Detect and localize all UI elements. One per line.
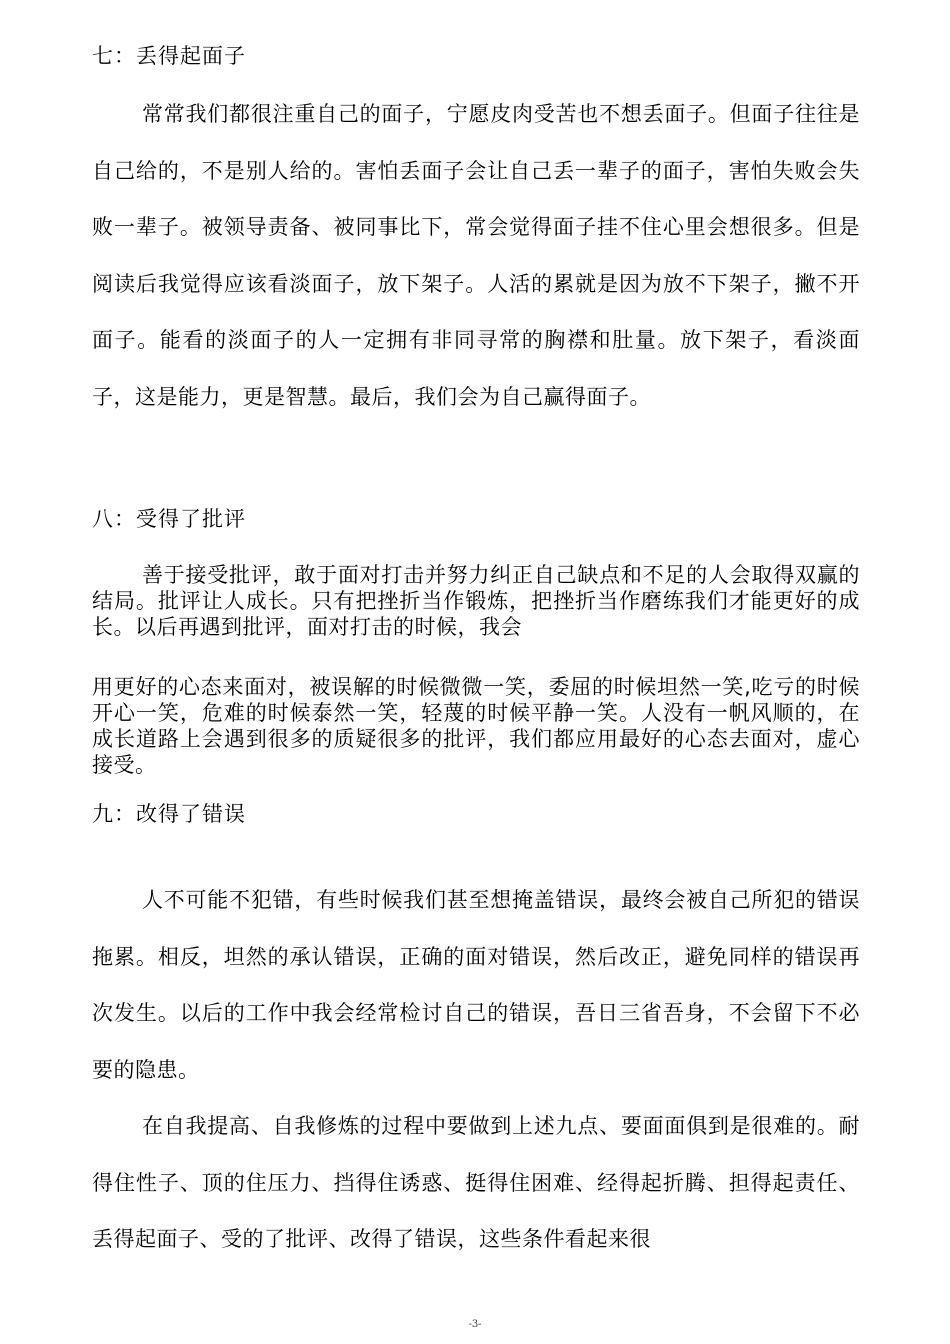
closing-paragraph: 在自我提高、自我修炼的过程中要做到上述九点、要面面俱到是很难的。耐得住性子、顶的住压力、挡得住诱惑、挺得住困难、经得起折腾、担得起责任、丢得起面子、受的了批评、改得了错误，这些条件看起来很 bbox=[92, 1114, 860, 1251]
section-nine-heading: 九：改得了错误 bbox=[92, 802, 246, 826]
section-seven-paragraph: 常常我们都很注重自己的面子，宁愿皮肉受苦也不想丢面子。但面子往往是自己给的，不是别人给的。害怕丢面子会让自己丢一辈子的面子，害怕失败会失败一辈子。被领导责备、被同事比下，常会觉得面子挂不住心里会想很多。但是阅读后我觉得应该看淡面子，放下架子。人活的累就是因为放不下架子，撇不开面子。能看的淡面子的人一定拥有非同寻常的胸襟和肚量。放下架子，看淡面子，这是能力，更是智慧。最后，我们会为自己赢得面子。 bbox=[92, 102, 860, 409]
section-eight-heading: 八：受得了批评 bbox=[92, 507, 246, 531]
section-seven-heading: 七：丢得起面子 bbox=[92, 44, 246, 68]
page-number: -3- bbox=[468, 1319, 482, 1330]
section-nine-paragraph: 人不可能不犯错，有些时候我们甚至想掩盖错误，最终会被自己所犯的错误拖累。相反，坦然的承认错误，正确的面对错误，然后改正，避免同样的错误再次发生。以后的工作中我会经常检讨自己的错误，吾日三省吾身，不会留下不必要的隐患。 bbox=[92, 888, 860, 1082]
section-eight-paragraph-1: 善于接受批评，敢于面对打击并努力纠正自己缺点和不足的人会取得双赢的结局。批评让人成长。只有把挫折当作锻炼，把挫折当作磨练我们才能更好的成长。以后再遇到批评，面对打击的时候，我会 bbox=[92, 563, 860, 639]
section-eight-paragraph-2: 用更好的心态来面对，被误解的时候微微一笑，委屈的时候坦然一笑,吃亏的时候开心一笑，危难的时候泰然一笑，轻蔑的时候平静一笑。人没有一帆风顺的，在成长道路上会遇到很多的质疑很多的批评，我们都应用最好的心态去面对，虚心接受。 bbox=[92, 675, 860, 777]
